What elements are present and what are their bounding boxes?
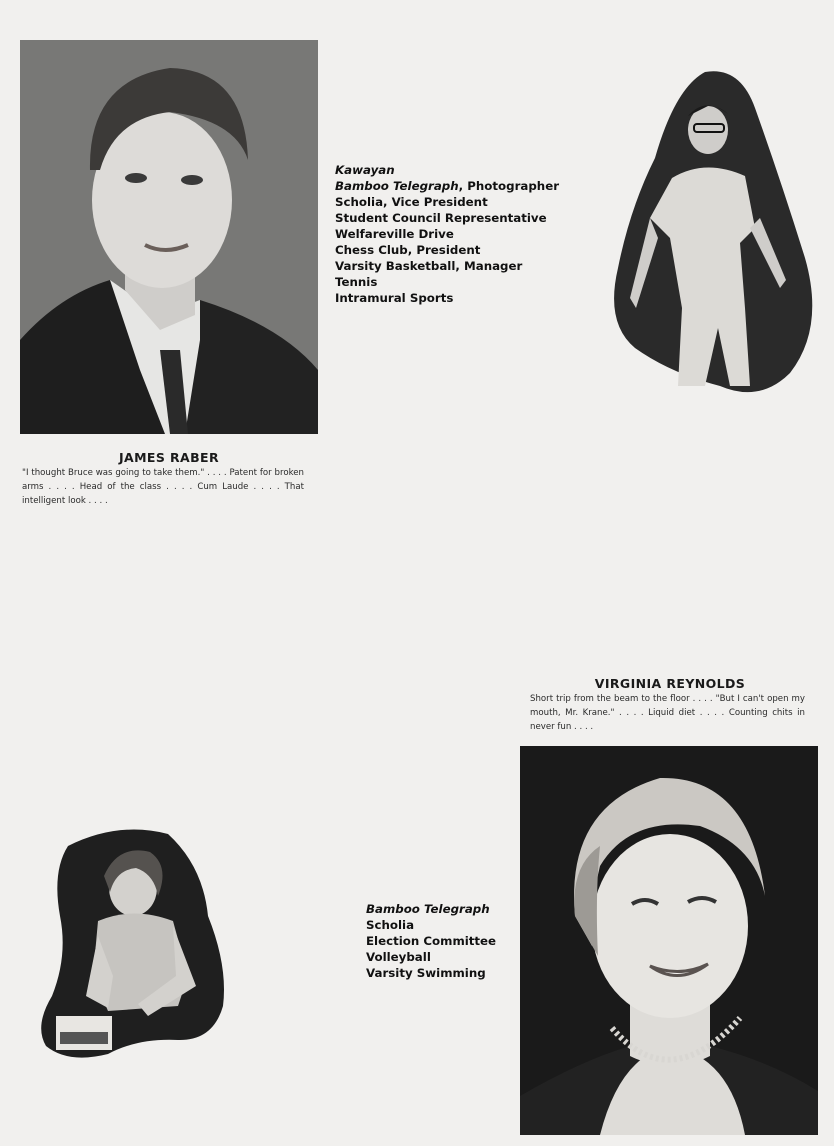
activity-item: Scholia, Vice President bbox=[335, 195, 488, 209]
student-name: VIRGINIA REYNOLDS bbox=[594, 676, 746, 691]
portrait-virginia-reynolds bbox=[520, 746, 818, 1135]
activity-item: Varsity Basketball, Manager bbox=[335, 259, 523, 273]
activity-item: Tennis bbox=[335, 275, 378, 289]
activity-item: Election Committee bbox=[366, 934, 497, 948]
activity-item: Student Council Representative bbox=[335, 211, 547, 225]
activity-item: Kawayan bbox=[335, 163, 395, 177]
candid-photo-virginia-reynolds bbox=[38, 826, 226, 1062]
candid-photo-james-raber bbox=[610, 68, 818, 394]
activity-item: Welfareville Drive bbox=[335, 227, 454, 241]
student-blurb: Short trip from the beam to the floor . . . . "But I can't open my mouth, Mr. Krane." . . . . Liquid diet . . . . Counting chits in never fun . . . . bbox=[530, 694, 805, 732]
activity-item: Bamboo Telegraph, Photographer bbox=[335, 179, 560, 193]
activity-item: Intramural Sports bbox=[335, 291, 454, 305]
student-blurb: "I thought Bruce was going to take them." . . . . Patent for broken arms . . . . Head of the class . . . . Cum Laude . . . . That intelligent look . . . . bbox=[22, 468, 304, 506]
activities-list bbox=[335, 162, 559, 306]
activity-item: Chess Club, President bbox=[335, 243, 481, 257]
portrait-james-raber bbox=[20, 40, 318, 434]
student-name: JAMES RABER bbox=[118, 450, 220, 465]
activity-item: Varsity Swimming bbox=[366, 966, 486, 980]
activities-list bbox=[366, 901, 496, 981]
activity-item: Volleyball bbox=[366, 950, 431, 964]
activity-item: Scholia bbox=[366, 918, 415, 932]
activity-item: Bamboo Telegraph bbox=[366, 902, 490, 916]
